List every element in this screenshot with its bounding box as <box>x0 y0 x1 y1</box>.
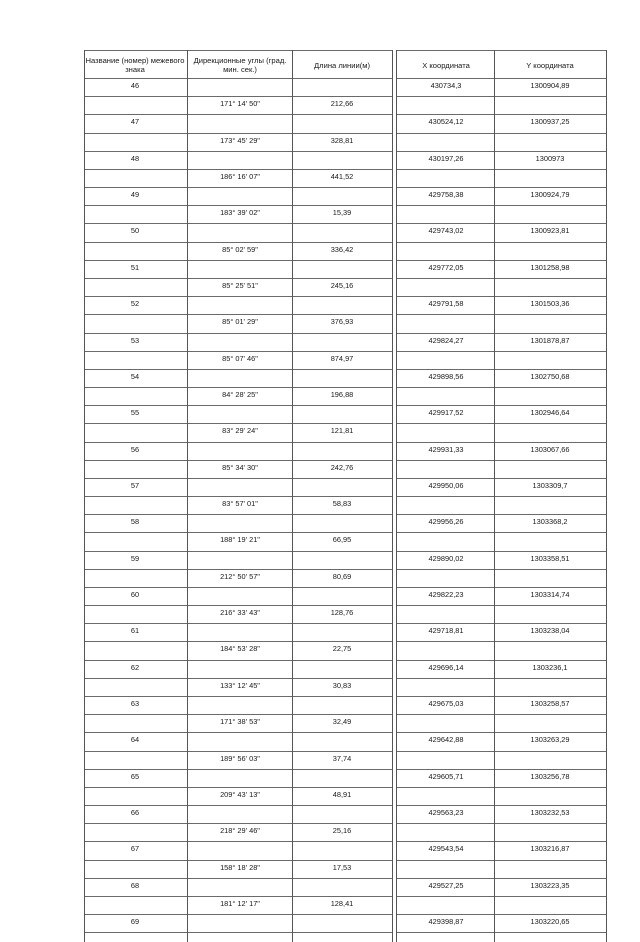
point-name: 69 <box>130 917 140 927</box>
direction-angle: 85° 02' 59" <box>222 244 258 254</box>
x-coordinate: 429956,26 <box>428 517 464 527</box>
x-coordinate: 429696,14 <box>428 662 464 672</box>
row-divider <box>396 914 606 915</box>
row-divider <box>84 787 392 788</box>
row-divider <box>84 133 392 134</box>
row-divider <box>396 496 606 497</box>
row-divider <box>396 242 606 243</box>
segment-length: 80,69 <box>332 571 352 581</box>
x-coordinate: 429772,05 <box>428 262 464 272</box>
y-coordinate: 1301503,36 <box>530 299 570 309</box>
segment-length: 48,91 <box>332 789 352 799</box>
point-name: 46 <box>130 81 140 90</box>
header-y: Y координата <box>526 60 574 70</box>
row-divider <box>396 278 606 279</box>
row-divider <box>396 369 606 370</box>
row-divider <box>84 114 392 115</box>
row-divider <box>84 914 392 915</box>
point-name: 52 <box>130 299 140 309</box>
row-divider <box>396 932 606 933</box>
row-divider <box>84 187 392 188</box>
direction-angle: 171° 14' 50" <box>220 99 260 109</box>
point-name: 57 <box>130 480 140 490</box>
row-divider <box>84 769 392 770</box>
point-name: 56 <box>130 444 140 454</box>
header-name: Название (номер) межевого знака <box>85 56 185 74</box>
segment-length: 336,42 <box>330 244 354 254</box>
x-coordinate: 429563,23 <box>428 808 464 817</box>
direction-angle: 209° 43' 13" <box>220 789 260 799</box>
row-divider <box>84 932 392 933</box>
row-divider <box>84 151 392 152</box>
row-divider <box>84 296 392 297</box>
y-coordinate: 1301258,98 <box>530 262 570 272</box>
row-divider <box>84 678 392 679</box>
x-coordinate: 429824,27 <box>428 335 464 345</box>
direction-angle: 181° 12' 17" <box>220 898 260 908</box>
row-divider <box>396 169 606 170</box>
row-divider <box>396 569 606 570</box>
segment-length: 441,52 <box>330 171 354 181</box>
direction-angle: 158° 18' 28" <box>220 862 260 872</box>
row-divider <box>84 860 392 861</box>
row-divider <box>84 78 392 79</box>
row-divider <box>396 478 606 479</box>
row-divider <box>84 369 392 370</box>
row-divider <box>84 442 392 443</box>
row-divider <box>396 587 606 588</box>
point-name: 59 <box>130 553 140 563</box>
row-divider <box>396 896 606 897</box>
point-name: 49 <box>130 190 140 200</box>
x-coordinate: 429527,25 <box>428 880 464 890</box>
point-name: 53 <box>130 335 140 345</box>
row-divider <box>84 423 392 424</box>
segment-length: 15,39 <box>332 208 352 218</box>
y-coordinate: 1303067,66 <box>530 444 570 454</box>
row-divider <box>396 314 606 315</box>
x-coordinate: 429743,02 <box>428 226 464 236</box>
row-divider <box>396 514 606 515</box>
y-coordinate: 1303256,78 <box>530 771 570 781</box>
direction-angle: 171° 38' 53" <box>220 717 260 727</box>
x-coordinate: 429890,02 <box>428 553 464 563</box>
x-coordinate: 430734,3 <box>430 81 462 90</box>
segment-length: 212,66 <box>330 99 354 109</box>
y-coordinate: 1303238,04 <box>530 626 570 636</box>
header-angle: Дирекционные углы (град. мин. сек.) <box>193 56 287 74</box>
row-divider <box>84 641 392 642</box>
point-name: 66 <box>130 808 140 817</box>
point-name: 55 <box>130 408 140 418</box>
segment-length: 196,88 <box>330 390 354 399</box>
direction-angle: 189° 56' 03" <box>220 753 260 763</box>
segment-length: 242,76 <box>330 462 354 472</box>
column-divider <box>494 50 495 942</box>
row-divider <box>84 805 392 806</box>
point-name: 60 <box>130 589 140 599</box>
point-name: 62 <box>130 662 140 672</box>
y-coordinate: 1303220,65 <box>530 917 570 927</box>
y-coordinate: 1303309,7 <box>532 480 568 490</box>
row-divider <box>84 169 392 170</box>
y-coordinate: 1300923,81 <box>530 226 570 236</box>
column-divider <box>606 50 607 942</box>
row-divider <box>84 878 392 879</box>
row-divider <box>396 223 606 224</box>
row-divider <box>396 151 606 152</box>
segment-length: 25,16 <box>332 826 352 836</box>
row-divider <box>84 751 392 752</box>
direction-angle: 184° 53' 28" <box>220 644 260 654</box>
row-divider <box>396 605 606 606</box>
row-divider <box>84 514 392 515</box>
y-coordinate: 1300973 <box>535 153 565 163</box>
row-divider <box>396 532 606 533</box>
segment-length: 66,95 <box>332 535 352 545</box>
row-divider <box>396 678 606 679</box>
direction-angle: 133° 12' 45" <box>220 680 260 690</box>
direction-angle: 83° 57' 01" <box>222 499 258 508</box>
x-coordinate: 429642,88 <box>428 735 464 745</box>
point-name: 48 <box>130 153 140 163</box>
row-divider <box>396 641 606 642</box>
x-coordinate: 429543,54 <box>428 844 464 854</box>
x-coordinate: 429675,03 <box>428 699 464 708</box>
row-divider <box>84 278 392 279</box>
point-name: 50 <box>130 226 140 236</box>
direction-angle: 218° 29' 46" <box>220 826 260 836</box>
direction-angle: 85° 07' 46" <box>222 353 258 363</box>
row-divider <box>396 805 606 806</box>
segment-length: 128,41 <box>330 898 354 908</box>
x-coordinate: 429791,58 <box>428 299 464 309</box>
row-divider <box>396 623 606 624</box>
y-coordinate: 1303314,74 <box>530 589 570 599</box>
direction-angle: 216° 33' 43" <box>220 608 260 618</box>
column-divider <box>292 50 293 942</box>
row-divider <box>396 841 606 842</box>
segment-length: 17,53 <box>332 862 352 872</box>
y-coordinate: 1303216,87 <box>530 844 570 854</box>
point-name: 64 <box>130 735 140 745</box>
point-name: 68 <box>130 880 140 890</box>
point-name: 67 <box>130 844 140 854</box>
x-coordinate: 429931,33 <box>428 444 464 454</box>
y-coordinate: 1301878,87 <box>530 335 570 345</box>
direction-angle: 186° 16' 07" <box>220 171 260 181</box>
row-divider <box>84 387 392 388</box>
row-divider <box>84 587 392 588</box>
segment-length: 121,81 <box>330 426 354 436</box>
row-divider <box>84 896 392 897</box>
direction-angle: 83° 29' 24" <box>222 426 258 436</box>
row-divider <box>84 605 392 606</box>
x-coordinate: 429950,06 <box>428 480 464 490</box>
row-divider <box>396 387 606 388</box>
segment-length: 30,83 <box>332 680 352 690</box>
row-divider <box>396 714 606 715</box>
column-divider <box>187 50 188 942</box>
point-name: 51 <box>130 262 140 272</box>
row-divider <box>84 333 392 334</box>
segment-length: 245,16 <box>330 280 354 290</box>
x-coordinate: 429605,71 <box>428 771 464 781</box>
row-divider <box>396 351 606 352</box>
row-divider <box>84 205 392 206</box>
row-divider <box>84 50 392 51</box>
row-divider <box>396 78 606 79</box>
segment-length: 874,97 <box>330 353 354 363</box>
column-divider <box>392 50 393 942</box>
row-divider <box>396 333 606 334</box>
row-divider <box>396 460 606 461</box>
row-divider <box>84 551 392 552</box>
row-divider <box>84 696 392 697</box>
row-divider <box>84 569 392 570</box>
y-coordinate: 1303263,29 <box>530 735 570 745</box>
row-divider <box>396 769 606 770</box>
y-coordinate: 1300924,79 <box>530 190 570 200</box>
row-divider <box>84 623 392 624</box>
row-divider <box>84 242 392 243</box>
segment-length: 37,74 <box>332 753 352 763</box>
row-divider <box>84 532 392 533</box>
row-divider <box>396 405 606 406</box>
row-divider <box>396 823 606 824</box>
row-divider <box>84 223 392 224</box>
row-divider <box>396 860 606 861</box>
y-coordinate: 1300937,25 <box>530 117 570 127</box>
x-coordinate: 429718,81 <box>428 626 464 636</box>
segment-length: 32,49 <box>332 717 352 727</box>
y-coordinate: 1303368,2 <box>532 517 568 527</box>
row-divider <box>84 405 392 406</box>
segment-length: 128,76 <box>330 608 354 618</box>
row-divider <box>84 714 392 715</box>
row-divider <box>84 260 392 261</box>
column-divider <box>396 50 397 942</box>
direction-angle: 85° 01' 29" <box>222 317 258 327</box>
segment-length: 22,75 <box>332 644 352 654</box>
row-divider <box>396 551 606 552</box>
row-divider <box>396 187 606 188</box>
y-coordinate: 1303258,57 <box>530 699 570 708</box>
y-coordinate: 1302946,64 <box>530 408 570 418</box>
row-divider <box>84 841 392 842</box>
row-divider <box>396 751 606 752</box>
segment-length: 58,83 <box>332 499 352 508</box>
x-coordinate: 430197,26 <box>428 153 464 163</box>
row-divider <box>396 732 606 733</box>
x-coordinate: 429898,56 <box>428 371 464 381</box>
direction-angle: 183° 39' 02" <box>220 208 260 218</box>
row-divider <box>84 478 392 479</box>
point-name: 58 <box>130 517 140 527</box>
y-coordinate: 1300904,89 <box>530 81 570 90</box>
row-divider <box>396 660 606 661</box>
x-coordinate: 429917,52 <box>428 408 464 418</box>
direction-angle: 84° 28' 25" <box>222 390 258 399</box>
row-divider <box>396 787 606 788</box>
x-coordinate: 429758,38 <box>428 190 464 200</box>
point-name: 65 <box>130 771 140 781</box>
header-length: Длина линии(м) <box>314 60 370 70</box>
x-coordinate: 430524,12 <box>428 117 464 127</box>
point-name: 61 <box>130 626 140 636</box>
direction-angle: 188° 19' 21" <box>220 535 260 545</box>
y-coordinate: 1303358,51 <box>530 553 570 563</box>
segment-length: 328,81 <box>330 135 354 145</box>
y-coordinate: 1303236,1 <box>532 662 568 672</box>
direction-angle: 85° 25' 51" <box>222 280 258 290</box>
row-divider <box>396 423 606 424</box>
row-divider <box>396 133 606 134</box>
row-divider <box>396 696 606 697</box>
direction-angle: 212° 50' 57" <box>220 571 260 581</box>
point-name: 63 <box>130 699 140 708</box>
segment-length: 376,93 <box>330 317 354 327</box>
row-divider <box>84 314 392 315</box>
row-divider <box>396 296 606 297</box>
point-name: 54 <box>130 371 140 381</box>
row-divider <box>84 823 392 824</box>
row-divider <box>396 50 606 51</box>
row-divider <box>396 114 606 115</box>
point-name: 47 <box>130 117 140 127</box>
y-coordinate: 1302750,68 <box>530 371 570 381</box>
y-coordinate: 1303223,35 <box>530 880 570 890</box>
direction-angle: 85° 34' 30" <box>222 462 258 472</box>
row-divider <box>84 460 392 461</box>
row-divider <box>396 878 606 879</box>
row-divider <box>396 442 606 443</box>
row-divider <box>396 205 606 206</box>
y-coordinate: 1303232,53 <box>530 808 570 817</box>
row-divider <box>84 351 392 352</box>
x-coordinate: 429398,87 <box>428 917 464 927</box>
direction-angle: 173° 45' 29" <box>220 135 260 145</box>
row-divider <box>84 96 392 97</box>
row-divider <box>84 496 392 497</box>
x-coordinate: 429822,23 <box>428 589 464 599</box>
header-x: X координата <box>422 60 470 70</box>
row-divider <box>396 96 606 97</box>
row-divider <box>84 660 392 661</box>
row-divider <box>84 732 392 733</box>
row-divider <box>396 260 606 261</box>
